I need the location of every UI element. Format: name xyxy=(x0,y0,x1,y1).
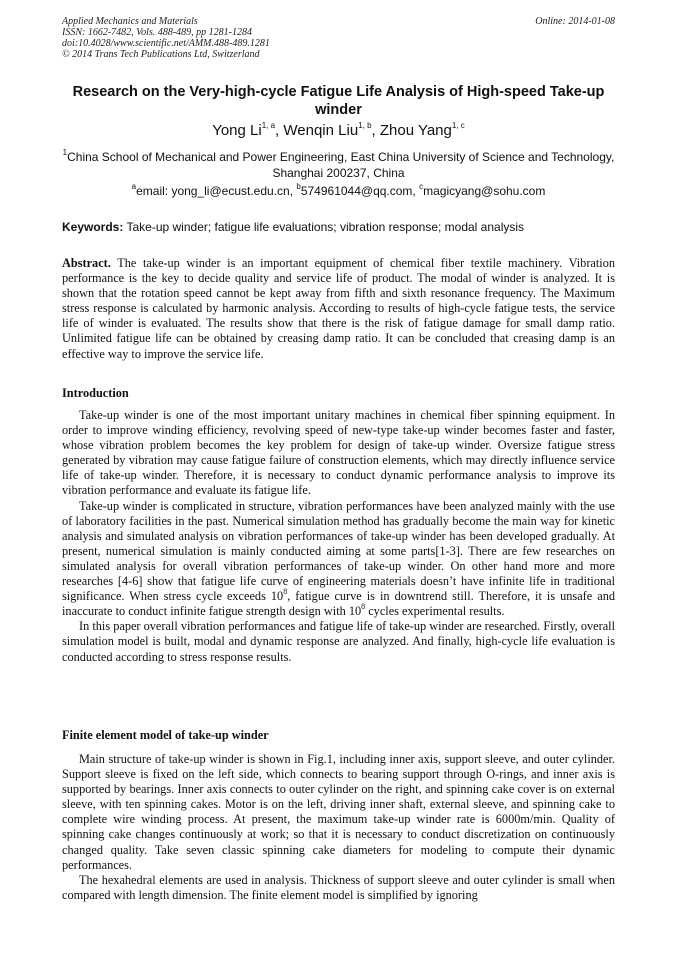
email-a[interactable]: email: yong_li@ecust.edu.cn, xyxy=(136,184,294,198)
paragraph-text: , fatigue curve is in downtrend still. Therefore, it is unsafe and inaccurate to conduct infinite fatigue strength design with 10 xyxy=(62,589,615,619)
journal-name: Applied Mechanics and Materials xyxy=(62,16,198,27)
affiliation-text: China School of Mechanical and Power Engineering, East China University of Science and Technology, Shanghai 200237, China xyxy=(67,150,615,180)
section-fem xyxy=(62,752,615,903)
paragraph: In this paper overall vibration performances and fatigue life of take-up winder are researched. Firstly, overall simulation model is built, modal and dynamic response are analyzed. And finally, high-cycle life evaluation is conducted according to stress response results. xyxy=(62,619,615,664)
abstract-text: The take-up winder is an important equipment of chemical fiber textile machinery. Vibration performance is the key to decide quality and service life of product. The modal of winder is analyzed. It is shown that the rotation speed cannot be kept away from fifth and sixth resonance frequency. The Maximum stress response is calculated by harmonic analysis. According to results of high-cycle fatigue tests, the service life of winder is evaluated. The results show that there is the risk of fatigue damage for small damp ratio. Unlimited fatigue life can be obtained by creasing damp ratio. It can be concluded that creasing damp is an effective way to improve the service life. xyxy=(62,256,615,361)
author-sup: 1, b xyxy=(358,121,372,130)
paragraph-text: Take-up winder is complicated in structure, vibration performances have been analyzed mainly with the use of laboratory facilities in the past. Numerical simulation method has gradually become the main way for kinetic analysis and simulated analysis on vibration performances of take-up winder has been developed gradually. At present, numerical simulation is mainly conducted aiming at some parts[1-3]. There are few researches on simulated analysis for overall vibration performances of take-up winder. On other hand more and more researches [4-6] show that fatigue life curve of engineering materials doesn’t have infinite life in traditional significance. When stress cycle exceeds 10 xyxy=(62,498,615,604)
journal-header xyxy=(62,16,615,60)
author-list: Yong Li$^{1, a}$, Wenqin Liu$^{1, b}$, Zhou Yang$^{1, c}$ xyxy=(212,121,465,139)
doi[interactable]: doi:10.4028/www.scientific.net/AMM.488-489.1281 xyxy=(62,38,270,49)
keywords-text: Take-up winder; fatigue life evaluations; vibration response; modal analysis xyxy=(126,220,525,234)
email-c[interactable]: magicyang@sohu.com xyxy=(423,184,546,198)
author-name: Wenqin Liu xyxy=(283,122,359,139)
exponent: 8 xyxy=(361,602,366,612)
keywords-label: Keywords: xyxy=(62,220,124,234)
abstract-label: Abstract. xyxy=(62,256,111,270)
author-name: Yong Li xyxy=(212,122,262,139)
email-sup: c xyxy=(419,182,424,191)
author-sup: 1, c xyxy=(451,121,465,130)
email-b[interactable]: 574961044@qq.com, xyxy=(300,184,416,198)
issn: ISSN: 1662-7482, Vols. 488-489, pp 1281-1284 xyxy=(62,27,252,38)
exponent: 8 xyxy=(283,587,288,597)
paragraph-text: cycles experimental results. xyxy=(365,604,505,619)
affiliation xyxy=(62,149,615,181)
section-introduction xyxy=(62,408,615,665)
section-heading-fem: Finite element model of take-up winder xyxy=(62,728,269,742)
author-name: Zhou Yang xyxy=(379,122,452,139)
copyright: © 2014 Trans Tech Publications Ltd, Switzerland xyxy=(62,49,260,60)
paragraph: Take-up winder is one of the most important unitary machines in chemical fiber spinning equipment. In order to improve winding efficiency, revolving speed of new-type take-up winder becomes faster and faster, whose vibration problem becomes the key problem for design of take-up winder. Oversize fatigue stress generated by vibration may cause fatigue failure of construction elements, which may directly influence service life of take-up winder. Therefore, it is necessary to conduct dynamic performance analysis to improve its vibration performance and evaluate its fatigue life. xyxy=(62,408,615,498)
email-sup: b xyxy=(296,182,301,191)
affiliation-sup: 1 xyxy=(62,148,68,157)
online-date: Online: 2014-01-08 xyxy=(535,16,615,27)
paper-title: Research on the Very-high-cycle Fatigue Life Analysis of High-speed Take-up winder xyxy=(72,84,605,118)
abstract xyxy=(62,256,615,362)
keywords xyxy=(62,220,615,235)
author-sup: 1, a xyxy=(261,121,276,130)
paragraph: The hexahedral elements are used in analysis. Thickness of support sleeve and outer cylinder is small when compared with length dimension. The finite element model is simplified by ignoring xyxy=(62,872,615,902)
paragraph xyxy=(62,499,615,620)
email-list xyxy=(62,184,615,199)
email-sup: a xyxy=(131,182,137,191)
section-heading-introduction: Introduction xyxy=(62,386,129,400)
paragraph: Main structure of take-up winder is shown in Fig.1, including inner axis, support sleeve, and outer cylinder. Support sleeve is fixed on the left side, which connects to bearing support through O-rings, and inner axis is supported by bearings. Inner axis connects to outer cylinder on the right, and spinning cake cover is on external sleeve, with ten spinning cakes. Motor is on the left, driving inner shaft, external sleeve, and spinning cake to complete wire winding process. At present, the maximum take-up winder rate is 6000m/min. Quality of spinning cake changes continuously at work; so that it is necessary to conduct discretization on continuously changed quality. Take seven classic spinning cake diameters for modeling to compute their dynamic performances. xyxy=(62,752,615,872)
